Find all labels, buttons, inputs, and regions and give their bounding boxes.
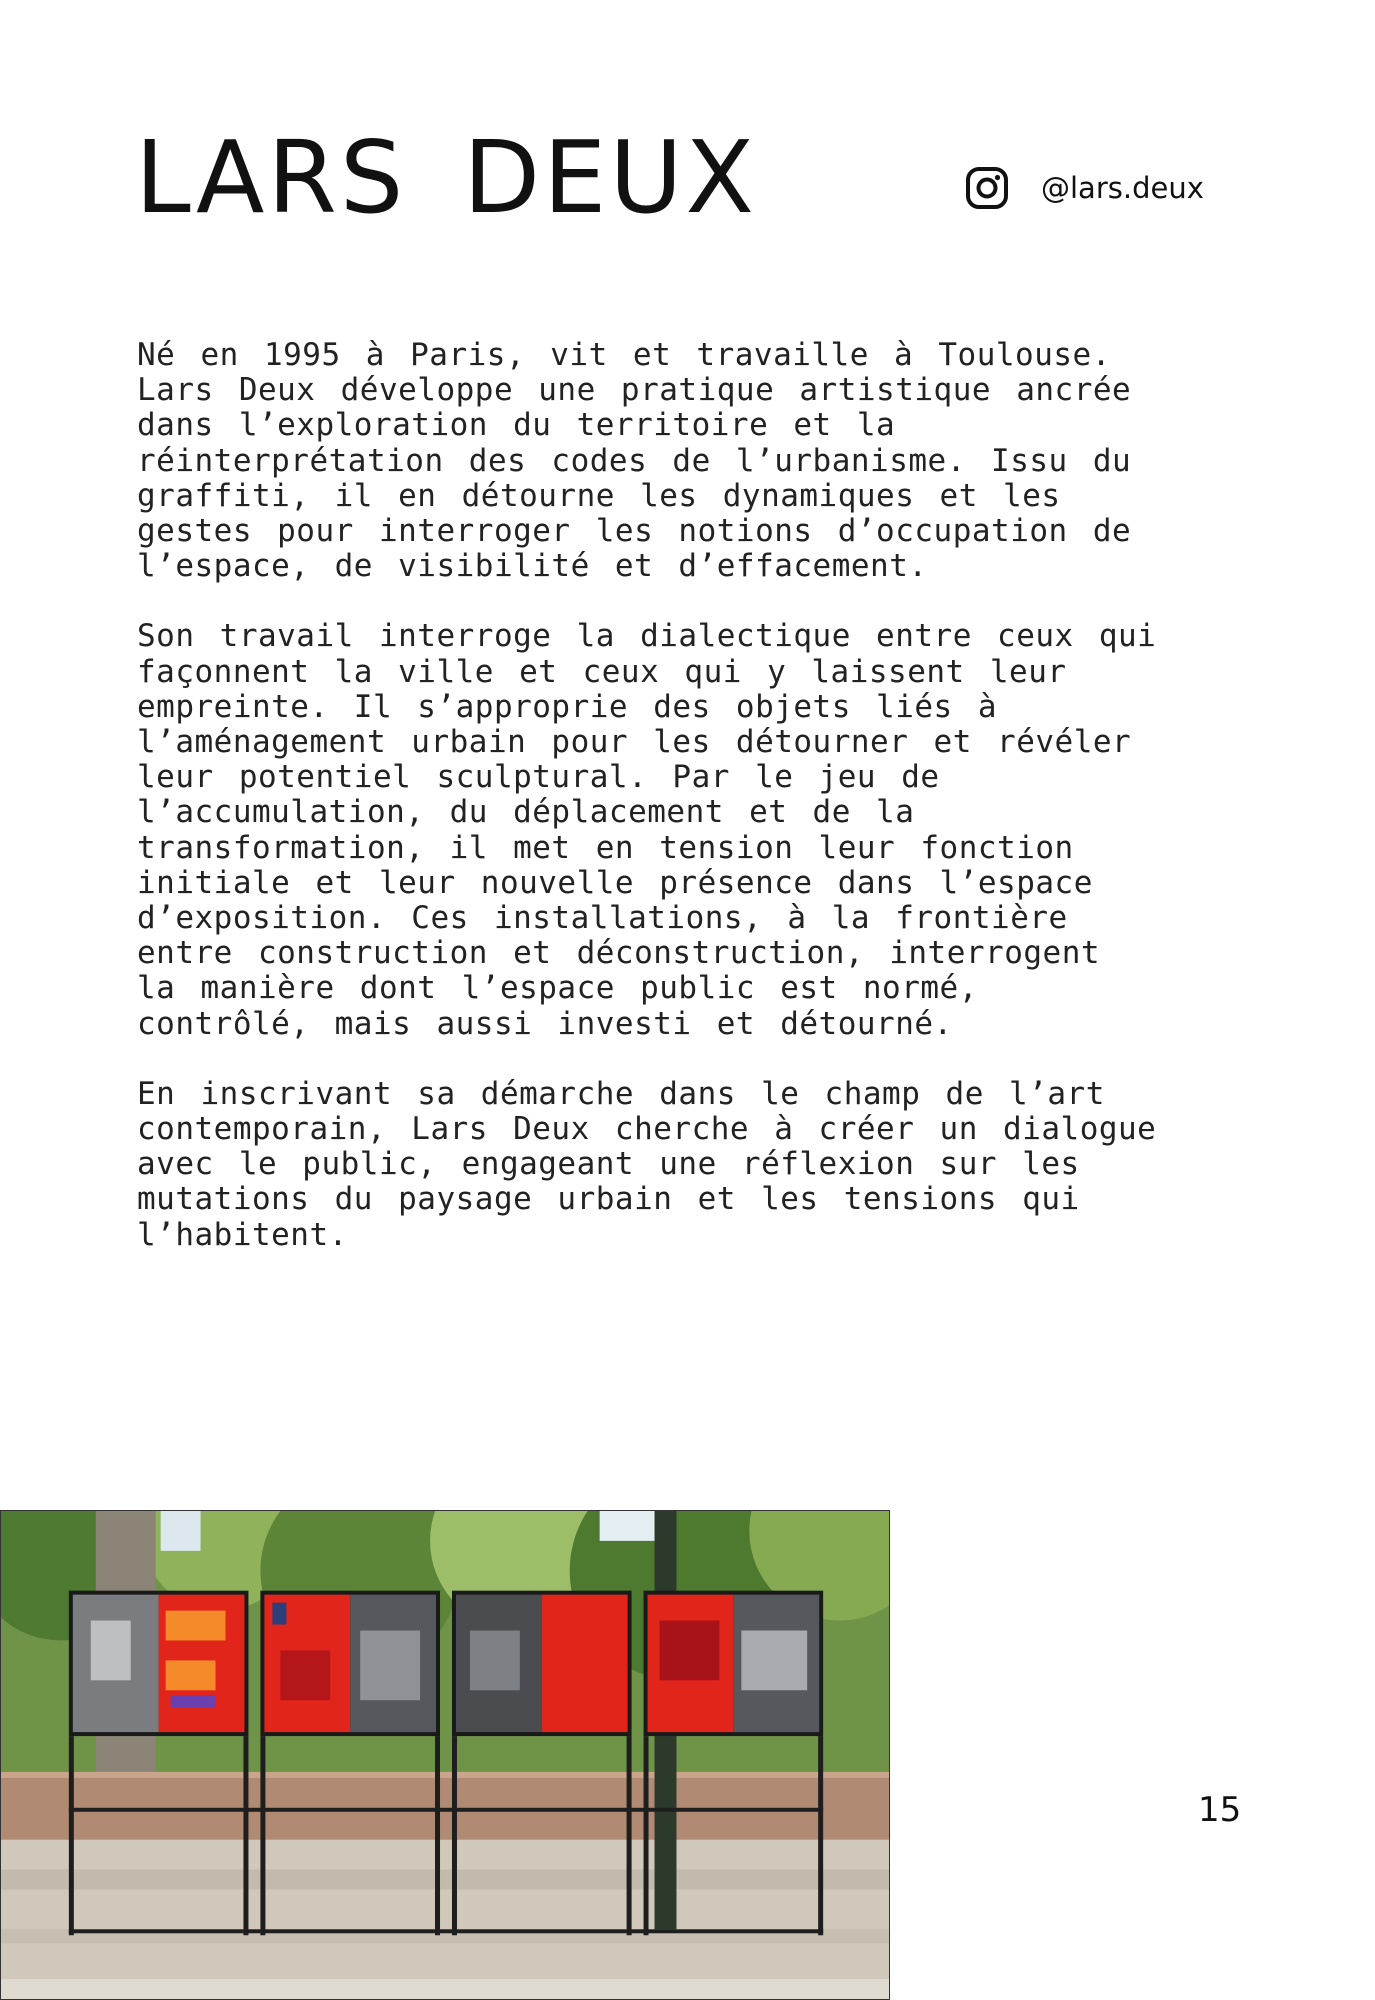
instagram-link[interactable] — [965, 164, 1204, 212]
paragraph-1: Né en 1995 à Paris, vit et travaille à Toulouse. Lars Deux développe une pratique artistique ancrée dans l’exploration du territoire et la réinterprétation des codes de l’urbanisme. Issu du graffiti, il en détourne les dynamiques et les gestes pour interroger les notions d’occupation de l’espace, de visibilité et d’effacement. — [137, 337, 1132, 585]
instagram-handle[interactable]: @lars.deux — [1041, 171, 1204, 205]
page-title: LARS DEUX — [135, 119, 758, 236]
page-number: 15 — [1198, 1790, 1242, 1830]
paragraph-2: Son travail interroge la dialectique entre ceux qui façonnent la ville et ceux qui y laissent leur empreinte. Il s’approprie des objets liés à l’aménagement urbain pour les détourner et révéler leur potentiel sculptural. Par le jeu de l’accumulation, du déplacement et de la transformation, il met en tension leur fonction initiale et leur nouvelle présence dans l’espace d’exposition. Ces installations, à la frontière entre construction et déconstruction, interrogent la manière dont l’espace public est normé, contrôlé, mais aussi investi et détourné. — [137, 618, 1157, 1042]
installation-photo-drawing — [1, 1511, 889, 1999]
biography-text — [137, 338, 1157, 1288]
instagram-icon — [965, 166, 1009, 210]
paragraph-3: En inscrivant sa démarche dans le champ de l’art contemporain, Lars Deux cherche à créer un dialogue avec le public, engageant une réflexion sur les mutations du paysage urbain et les tensions qui l’habitent. — [137, 1075, 1157, 1253]
installation-photo — [0, 1510, 890, 2000]
